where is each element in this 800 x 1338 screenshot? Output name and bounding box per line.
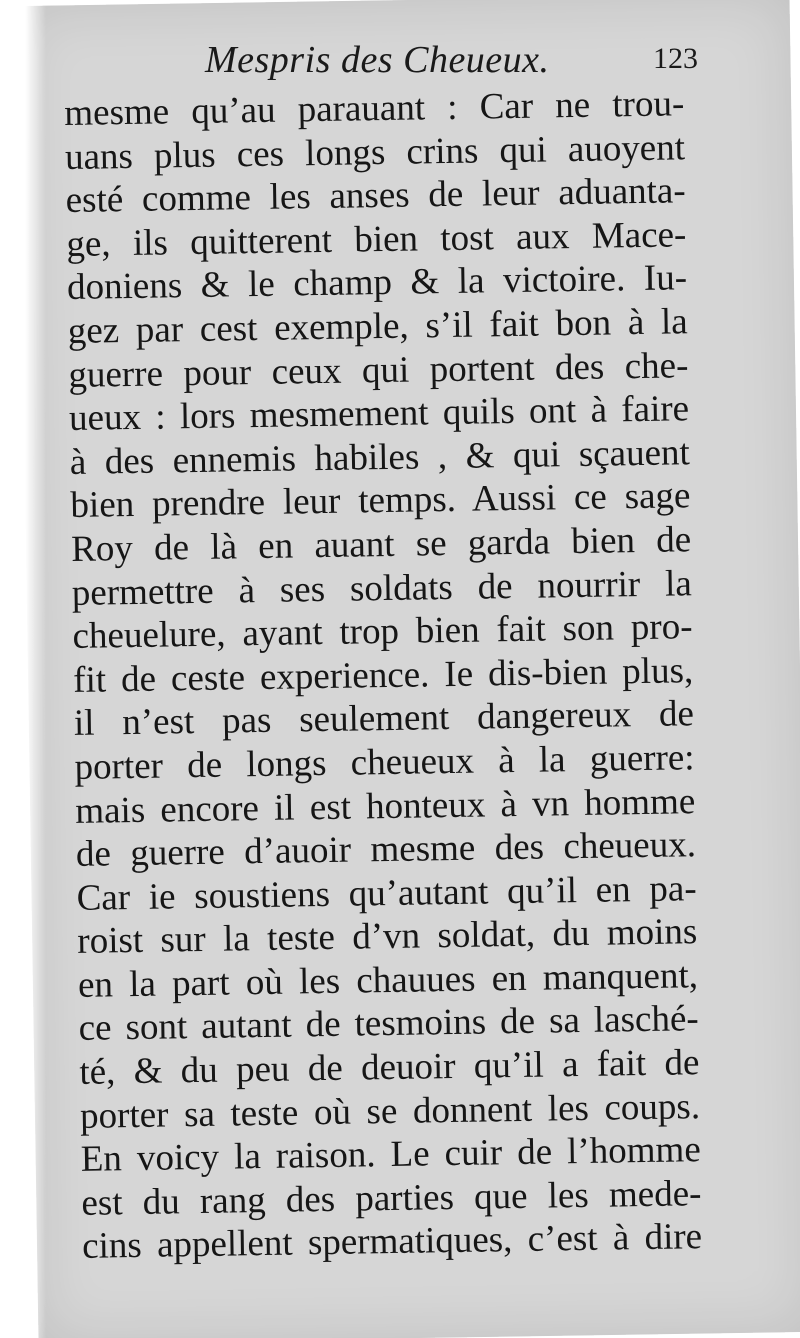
text-line: fit de ceste experience. Ie dis-bien plus, (72, 649, 694, 701)
text-line: Car ie soustiens qu’autant qu’il en pa- (76, 867, 697, 919)
page-number: 123 (653, 42, 698, 75)
text-line: bien prendre leur temps. Aussi ce sage (70, 475, 691, 527)
text-line: uans plus ces longs crins qui auoyent (64, 126, 686, 178)
text-line: gez par cest exemple, s’il fait bon à la (67, 301, 689, 352)
text-line: mesme qu’au parauant : Car ne trou- (64, 83, 685, 134)
text-line: cheuelure, ayant trop bien fait son pro- (72, 606, 693, 658)
running-title: Mespris des Cheueux. (205, 39, 550, 81)
text-line: roist sur la teste d’vn soldat, du moins (77, 911, 698, 963)
text-line: de guerre d’auoir mesme des cheueux. (75, 824, 697, 875)
body-text (64, 82, 732, 1269)
text-line: mais encore il est honteux à vn homme (74, 780, 696, 832)
text-line: porter de longs cheueux à la guerre: (74, 737, 695, 788)
text-line: cins appellent spermatiques, c’est à dire (81, 1216, 703, 1268)
text-line: permettre à ses soldats de nourrir la (71, 562, 693, 614)
text-line: porter sa teste où se donnent les coups. (79, 1085, 701, 1137)
text-line: il n’est pas seulement dangereux de (73, 693, 695, 745)
text-line: En voicy la raison. Le cuir de l’homme (80, 1129, 702, 1181)
text-line: à des ennemis habiles , & qui sçauent (69, 431, 691, 483)
text-line: té, & du peu de deuoir qu’il a fait de (79, 1042, 700, 1093)
text-line: est du rang des parties que les mede- (81, 1172, 702, 1224)
text-line: ce sont autant de tesmoins de sa lasché- (78, 998, 699, 1050)
text-line: Roy de là en auant se garda bien de (70, 519, 692, 570)
text-line: guerre pour ceux qui portent des che- (68, 344, 689, 396)
text-line: en la part où les chauues en manquent, (77, 955, 699, 1006)
text-line: ge, ils quitterent bien tost aux Mace- (66, 214, 687, 265)
page-margin-edge (0, 0, 46, 1338)
text-line: esté comme les anses de leur aduanta- (65, 170, 686, 222)
text-line: ueux : lors mesmement quils ont à faire (68, 388, 690, 440)
text-line: doniens & le champ & la victoire. Iu- (66, 257, 688, 309)
